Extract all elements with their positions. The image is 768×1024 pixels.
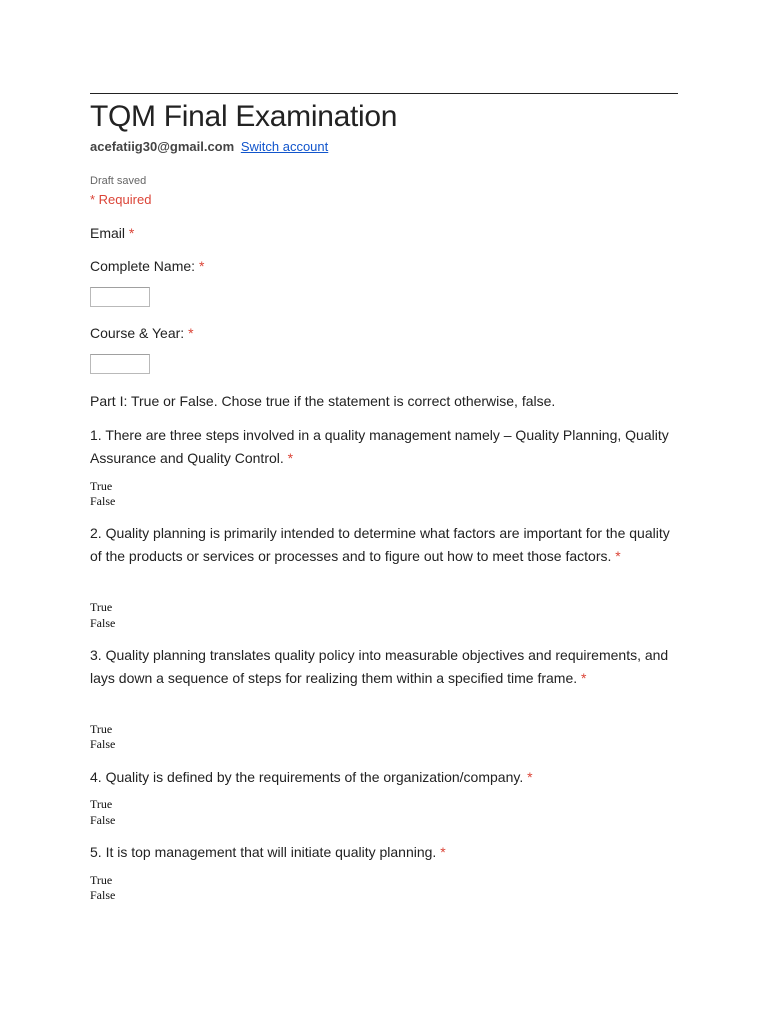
question-text: 5. It is top management that will initiate quality planning. bbox=[90, 844, 437, 860]
course-year-field[interactable] bbox=[90, 354, 150, 374]
q1-option-true[interactable]: True bbox=[90, 479, 113, 493]
course-year-label bbox=[90, 322, 194, 345]
q5-option-false[interactable]: False bbox=[90, 888, 116, 902]
question-text: 2. Quality planning is primarily intended to determine what factors are important for the quality of the products or services or processes and to figure out how to meet those factors. bbox=[90, 525, 670, 564]
q1-option-false[interactable]: False bbox=[90, 494, 116, 508]
course-year-label-text: Course & Year: bbox=[90, 325, 185, 341]
question-5 bbox=[90, 841, 680, 864]
q4-option-false[interactable]: False bbox=[90, 813, 116, 827]
q5-option-true[interactable]: True bbox=[90, 873, 113, 887]
switch-account-link[interactable]: Switch account bbox=[240, 139, 329, 154]
required-star: * bbox=[527, 769, 533, 785]
question-text: 3. Quality planning translates quality policy into measurable objectives and requirements, and lays down a sequence of steps for realizing them within a specified time frame. bbox=[90, 647, 669, 686]
question-1 bbox=[90, 424, 680, 470]
required-star: * bbox=[198, 258, 205, 274]
question-2 bbox=[90, 522, 680, 568]
q4-option-true[interactable]: True bbox=[90, 797, 113, 811]
email-label-text: Email bbox=[90, 225, 126, 241]
question-4 bbox=[90, 766, 680, 789]
account-line bbox=[90, 138, 328, 156]
required-star: * bbox=[287, 450, 294, 466]
required-note: * Required bbox=[90, 192, 152, 207]
q3-option-true[interactable]: True bbox=[90, 722, 113, 736]
q2-option-false[interactable]: False bbox=[90, 616, 116, 630]
required-star: * bbox=[615, 548, 621, 564]
required-star: * bbox=[128, 225, 135, 241]
question-text: 1. There are three steps involved in a quality management namely – Quality Planning, Quality Assurance and Quality Control. bbox=[90, 427, 669, 466]
form-title: TQM Final Examination bbox=[90, 100, 398, 133]
email-label bbox=[90, 222, 134, 245]
draft-status: Draft saved bbox=[90, 175, 147, 187]
required-star: * bbox=[581, 670, 587, 686]
account-email: acefatiig30@gmail.com bbox=[90, 139, 235, 154]
complete-name-field[interactable] bbox=[90, 287, 150, 307]
header-divider bbox=[90, 93, 678, 94]
q2-option-true[interactable]: True bbox=[90, 600, 113, 614]
required-star: * bbox=[188, 325, 194, 341]
required-star: * bbox=[440, 844, 446, 860]
complete-name-label-text: Complete Name: bbox=[90, 258, 196, 274]
question-text: 4. Quality is defined by the requirements of the organization/company. bbox=[90, 769, 524, 785]
part-instructions: Part I: True or False. Chose true if the statement is correct otherwise, false. bbox=[90, 393, 556, 409]
q3-option-false[interactable]: False bbox=[90, 737, 116, 751]
complete-name-label bbox=[90, 255, 204, 278]
question-3 bbox=[90, 644, 680, 690]
